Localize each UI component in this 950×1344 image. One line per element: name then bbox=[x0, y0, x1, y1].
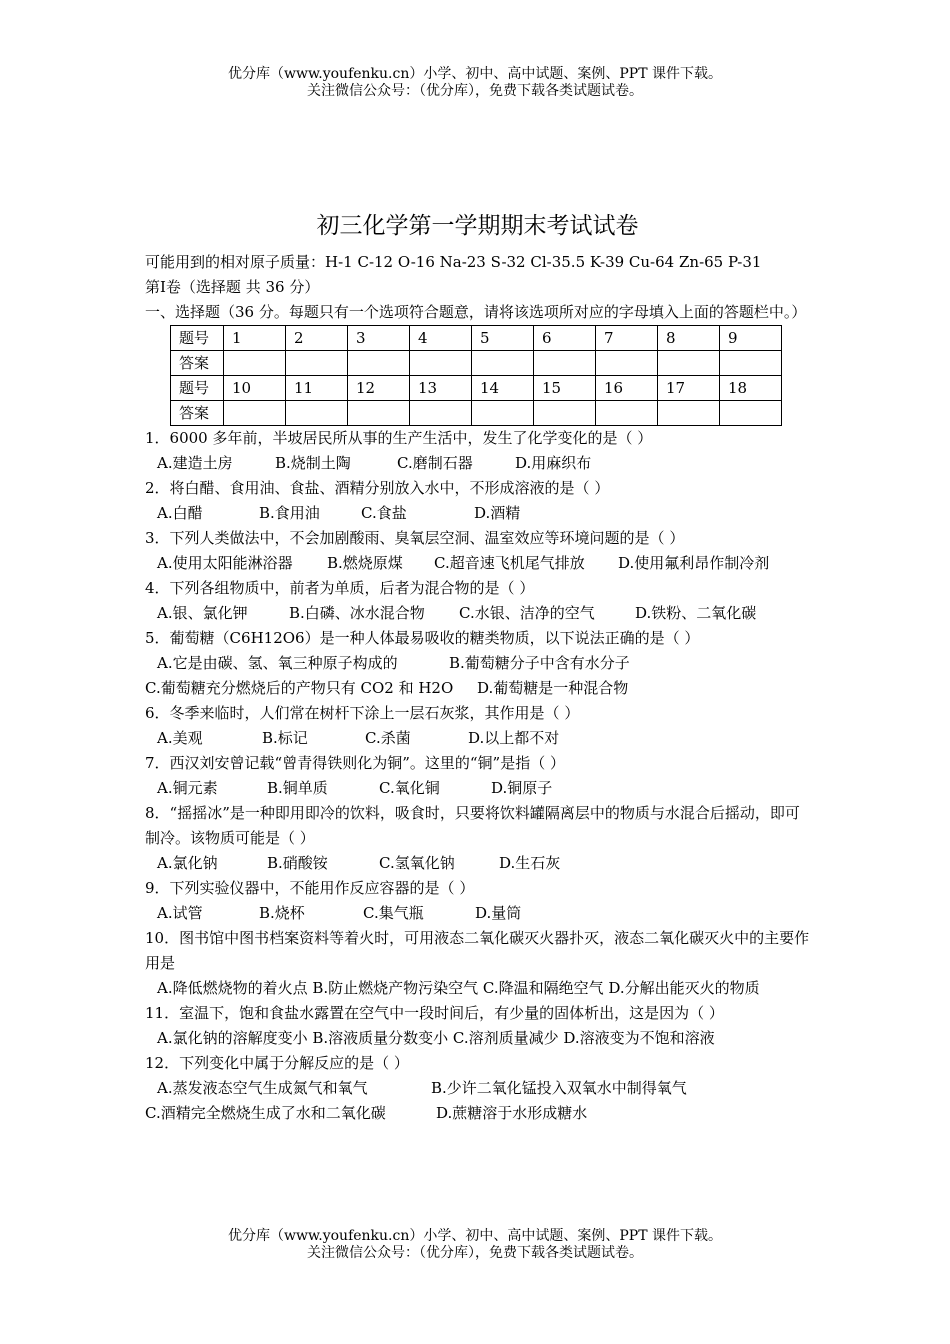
page-header bbox=[0, 66, 950, 100]
page-footer bbox=[0, 1228, 950, 1262]
option-b: B.燃烧原煤 bbox=[327, 554, 403, 572]
option-d: D.铁粉、二氧化碳 bbox=[635, 604, 757, 622]
answer-cell[interactable] bbox=[348, 351, 410, 376]
answer-cell[interactable] bbox=[472, 401, 534, 426]
question-11-stem: 11．室温下，饱和食盐水露置在空气中一段时间后，有少量的固体析出，这是因为（ ） bbox=[145, 1004, 724, 1022]
table-cell-number: 18 bbox=[720, 376, 782, 401]
option-c: C.杀菌 bbox=[365, 729, 411, 747]
table-cell-number: 9 bbox=[720, 326, 782, 351]
question-10-options: A.降低燃烧物的着火点 B.防止燃烧产物污染空气 C.降温和隔绝空气 D.分解出能灭火的物质 bbox=[157, 979, 760, 997]
option-a: A.银、氯化钾 bbox=[157, 604, 248, 622]
question-8-options bbox=[145, 851, 810, 876]
atomic-masses: 可能用到的相对原子质量：H-1 C-12 O-16 Na-23 S-32 Cl-35.5 K-39 Cu-64 Zn-65 P-31 bbox=[145, 253, 762, 271]
option-a: A.它是由碳、氢、氧三种原子构成的 bbox=[157, 654, 398, 672]
table-cell-number: 7 bbox=[596, 326, 658, 351]
option-d: D.葡萄糖是一种混合物 bbox=[477, 679, 629, 697]
answer-table-row bbox=[171, 376, 782, 401]
answer-cell[interactable] bbox=[534, 351, 596, 376]
option-c: C.水银、洁净的空气 bbox=[459, 604, 595, 622]
option-b: B.少许二氧化锰投入双氧水中制得氧气 bbox=[431, 1079, 687, 1097]
answer-cell[interactable] bbox=[720, 401, 782, 426]
question-3-stem: 3．下列人类做法中，不会加剧酸雨、臭氧层空洞、温室效应等环境问题的是（ ） bbox=[145, 529, 685, 547]
table-cell-number: 14 bbox=[472, 376, 534, 401]
answer-cell[interactable] bbox=[596, 351, 658, 376]
answer-cell[interactable] bbox=[348, 401, 410, 426]
table-cell-number: 4 bbox=[410, 326, 472, 351]
table-cell-number: 8 bbox=[658, 326, 720, 351]
table-label-answer: 答案 bbox=[171, 401, 224, 426]
answer-cell[interactable] bbox=[472, 351, 534, 376]
question-2-options bbox=[145, 501, 810, 526]
table-cell-number: 13 bbox=[410, 376, 472, 401]
option-a: A.美观 bbox=[157, 729, 203, 747]
question-6-options bbox=[145, 726, 810, 751]
option-b: B.烧杯 bbox=[259, 904, 305, 922]
answer-cell[interactable] bbox=[286, 351, 348, 376]
answer-cell[interactable] bbox=[534, 401, 596, 426]
exam-body bbox=[145, 210, 810, 1126]
option-a: A.铜元素 bbox=[157, 779, 218, 797]
option-c: C.葡萄糖充分燃烧后的产物只有 CO2 和 H2O bbox=[145, 679, 454, 697]
option-b: B.标记 bbox=[262, 729, 308, 747]
option-b: B.铜单质 bbox=[267, 779, 328, 797]
option-b: B.食用油 bbox=[259, 504, 320, 522]
option-d: D.酒精 bbox=[474, 504, 521, 522]
table-cell-number: 11 bbox=[286, 376, 348, 401]
question-1-options bbox=[145, 451, 810, 476]
option-d: D.使用氟利昂作制冷剂 bbox=[618, 554, 770, 572]
table-cell-number: 12 bbox=[348, 376, 410, 401]
option-b: B.烧制土陶 bbox=[275, 454, 351, 472]
question-4-stem: 4．下列各组物质中，前者为单质，后者为混合物的是（ ） bbox=[145, 579, 535, 597]
table-cell-number: 16 bbox=[596, 376, 658, 401]
option-c: C.氢氧化钠 bbox=[379, 854, 455, 872]
option-b: B.白磷、冰水混合物 bbox=[289, 604, 425, 622]
table-cell-number: 6 bbox=[534, 326, 596, 351]
option-c: C.超音速飞机尾气排放 bbox=[434, 554, 585, 572]
table-cell-number: 2 bbox=[286, 326, 348, 351]
option-c: C.氧化铜 bbox=[379, 779, 440, 797]
question-8-stem: 8．“摇摇冰”是一种即用即冷的饮料，吸食时，只要将饮料罐隔离层中的物质与水混合后摇动，即可制冷。该物质可能是（ ） bbox=[145, 804, 800, 847]
question-5-options-ab bbox=[145, 651, 810, 676]
question-6-stem: 6．冬季来临时，人们常在树杆下涂上一层石灰浆，其作用是（ ） bbox=[145, 704, 580, 722]
answer-table bbox=[170, 325, 782, 426]
option-a: A.试管 bbox=[157, 904, 203, 922]
question-10-stem: 10．图书馆中图书档案资料等着火时，可用液态二氧化碳灭火器扑灭，液态二氧化碳灭火中的主要作用是 bbox=[145, 929, 810, 972]
table-label-number: 题号 bbox=[171, 326, 224, 351]
answer-table-row bbox=[171, 401, 782, 426]
question-12-options-ab bbox=[145, 1076, 810, 1101]
option-a: A.蒸发液态空气生成氮气和氧气 bbox=[157, 1079, 368, 1097]
question-11-options: A.氯化钠的溶解度变小 B.溶液质量分数变小 C.溶剂质量减少 D.溶液变为不饱和溶液 bbox=[157, 1029, 715, 1047]
answer-cell[interactable] bbox=[224, 401, 286, 426]
table-label-number: 题号 bbox=[171, 376, 224, 401]
option-d: D.用麻织布 bbox=[515, 454, 592, 472]
table-label-answer: 答案 bbox=[171, 351, 224, 376]
option-d: D.生石灰 bbox=[499, 854, 561, 872]
answer-cell[interactable] bbox=[658, 401, 720, 426]
option-a: A.氯化钠 bbox=[157, 854, 218, 872]
section-heading: 第Ⅰ卷（选择题 共 36 分） bbox=[145, 278, 320, 296]
option-c: C.集气瓶 bbox=[363, 904, 424, 922]
table-cell-number: 3 bbox=[348, 326, 410, 351]
option-d: D.铜原子 bbox=[491, 779, 553, 797]
option-c: C.磨制石器 bbox=[397, 454, 473, 472]
footer-line-1: 优分库（www.youfenku.cn）小学、初中、高中试题、案例、PPT 课件下载。 bbox=[227, 1228, 722, 1244]
table-cell-number: 1 bbox=[224, 326, 286, 351]
table-cell-number: 15 bbox=[534, 376, 596, 401]
question-5-stem: 5．葡萄糖（C6H12O6）是一种人体最易吸收的糖类物质，以下说法正确的是（ ） bbox=[145, 629, 700, 647]
table-cell-number: 10 bbox=[224, 376, 286, 401]
header-line-1: 优分库（www.youfenku.cn）小学、初中、高中试题、案例、PPT 课件下载。 bbox=[227, 66, 722, 82]
option-b: B.葡萄糖分子中含有水分子 bbox=[449, 654, 630, 672]
question-1-stem: 1．6000 多年前，半坡居民所从事的生产生活中，发生了化学变化的是（ ） bbox=[145, 429, 653, 447]
exam-title: 初三化学第一学期期末考试试卷 bbox=[316, 213, 639, 239]
option-c: C.酒精完全燃烧生成了水和二氧化碳 bbox=[145, 1104, 386, 1122]
answer-cell[interactable] bbox=[596, 401, 658, 426]
option-c: C.食盐 bbox=[361, 504, 407, 522]
answer-cell[interactable] bbox=[286, 401, 348, 426]
instructions: 一、选择题（36 分。每题只有一个选项符合题意，请将该选项所对应的字母填入上面的答题栏中。） bbox=[145, 303, 807, 321]
option-a: A.白醋 bbox=[157, 504, 203, 522]
question-2-stem: 2．将白醋、食用油、食盐、酒精分别放入水中，不形成溶液的是（ ） bbox=[145, 479, 610, 497]
question-12-options-cd bbox=[145, 1101, 810, 1126]
option-b: B.硝酸铵 bbox=[267, 854, 328, 872]
table-cell-number: 17 bbox=[658, 376, 720, 401]
answer-cell[interactable] bbox=[658, 351, 720, 376]
question-4-options bbox=[145, 601, 810, 626]
option-d: D.蔗糖溶于水形成糖水 bbox=[436, 1104, 588, 1122]
option-a: A.建造土房 bbox=[157, 454, 233, 472]
answer-table-row bbox=[171, 351, 782, 376]
option-d: D.量筒 bbox=[475, 904, 522, 922]
answer-cell[interactable] bbox=[224, 351, 286, 376]
question-12-stem: 12．下列变化中属于分解反应的是（ ） bbox=[145, 1054, 409, 1072]
question-7-options bbox=[145, 776, 810, 801]
question-9-options bbox=[145, 901, 810, 926]
answer-cell[interactable] bbox=[410, 351, 472, 376]
table-cell-number: 5 bbox=[472, 326, 534, 351]
question-5-options-cd bbox=[145, 676, 810, 701]
question-9-stem: 9．下列实验仪器中，不能用作反应容器的是（ ） bbox=[145, 879, 475, 897]
answer-cell[interactable] bbox=[720, 351, 782, 376]
question-3-options bbox=[145, 551, 810, 576]
answer-table-row bbox=[171, 326, 782, 351]
header-line-2: 关注微信公众号：（优分库），免费下载各类试题试卷。 bbox=[307, 83, 643, 99]
option-a: A.使用太阳能淋浴器 bbox=[157, 554, 293, 572]
footer-line-2: 关注微信公众号：（优分库），免费下载各类试题试卷。 bbox=[307, 1245, 643, 1261]
option-d: D.以上都不对 bbox=[468, 729, 560, 747]
question-7-stem: 7．西汉刘安曾记载“曾青得铁则化为铜”。这里的“铜”是指（ ） bbox=[145, 754, 565, 772]
answer-cell[interactable] bbox=[410, 401, 472, 426]
